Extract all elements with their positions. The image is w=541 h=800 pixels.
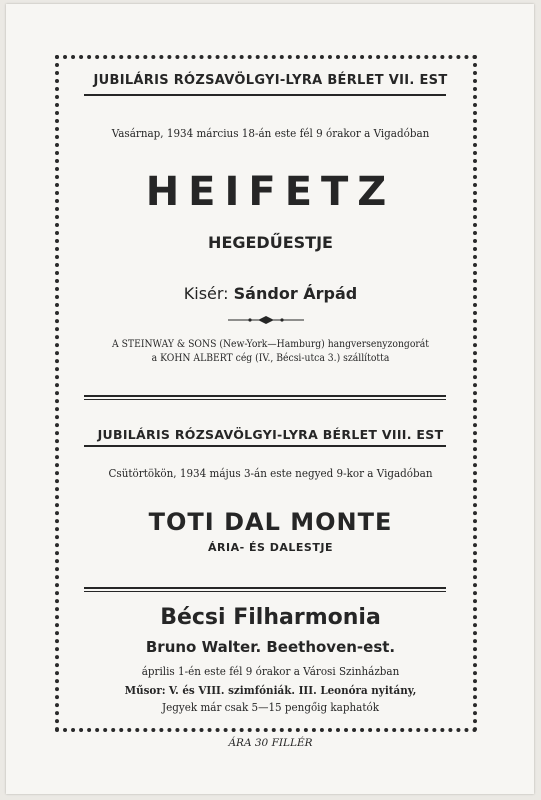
program-text: V. és VIII. szimfóniák. III. Leonóra nyitány,	[168, 683, 417, 697]
piano-line-2: a KOHN ALBERT cég (IV., Bécsi-utca 3.) szállította	[151, 352, 390, 364]
piano-line-1: A STEINWAY & SONS (New-York—Hamburg) hangversenyzongorát	[111, 338, 430, 350]
program-label: Műsor:	[124, 683, 166, 697]
price: ÁRA 30 FILLÉR	[228, 737, 313, 749]
concert7-accompanist	[0, 284, 541, 303]
philharmonic-conductor: Bruno Walter. Beethoven-est.	[145, 638, 396, 656]
divider	[84, 395, 446, 397]
divider	[84, 587, 446, 589]
concert8-header: JUBILÁRIS RÓZSAVÖLGYI-LYRA BÉRLET VIII. EST	[97, 427, 444, 442]
concert7-subtitle: HEGEDŰESTJE	[208, 233, 333, 252]
divider	[84, 399, 446, 400]
philharmonic-title: Bécsi Filharmonia	[160, 605, 381, 630]
accompanist-label: Kisér:	[183, 284, 229, 303]
accompanist-name: Sándor Árpád	[233, 284, 358, 303]
concert7-artist: HEIFETZ	[145, 169, 396, 215]
concert8-subtitle: ÁRIA- ÉS DALESTJE	[208, 541, 333, 554]
dotted-border	[55, 55, 477, 732]
divider	[84, 94, 446, 96]
philharmonic-date: április 1-én este fél 9 órakor a Városi Szinházban	[141, 664, 400, 678]
concert7-header: JUBILÁRIS RÓZSAVÖLGYI-LYRA BÉRLET VII. EST	[93, 73, 448, 88]
concert8-date: Csütörtökön, 1934 május 3-án este negyed 9-kor a Vigadóban	[108, 466, 433, 480]
divider	[84, 445, 446, 447]
concert8-artist: TOTI DAL MONTE	[148, 508, 393, 536]
ornament-divider	[228, 315, 304, 325]
philharmonic-program	[27, 683, 514, 697]
divider	[84, 591, 446, 592]
concert7-date: Vasárnap, 1934 március 18-án este fél 9 órakor a Vigadóban	[111, 126, 430, 140]
philharmonic-tickets: Jegyek már csak 5—15 pengőig kaphatók	[162, 700, 379, 714]
